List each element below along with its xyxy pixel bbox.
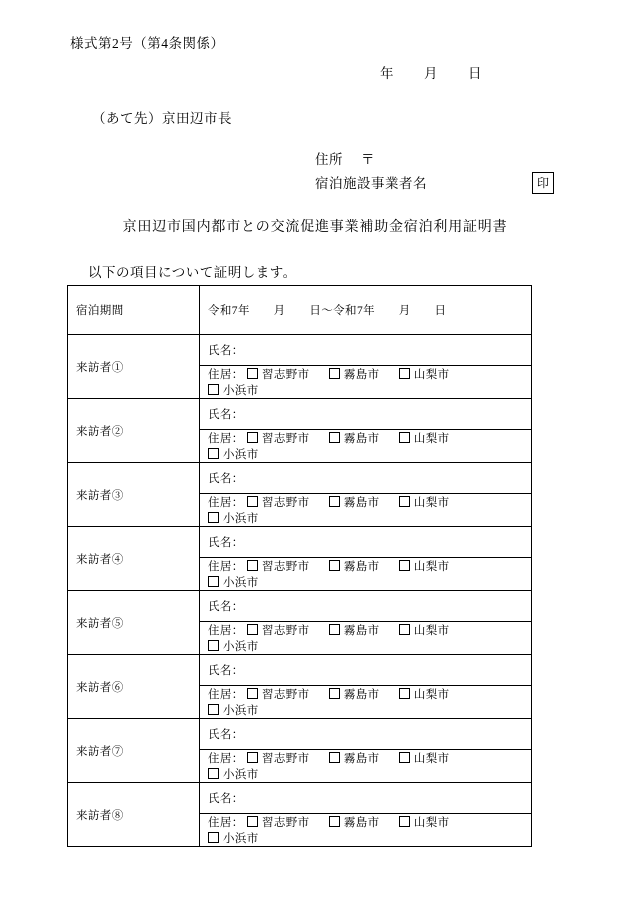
option-label: 小浜市 — [223, 513, 259, 525]
table-row — [68, 286, 532, 335]
checkbox-icon[interactable] — [247, 816, 258, 827]
checkbox-icon[interactable] — [208, 384, 219, 395]
table-body — [68, 286, 532, 847]
option-label: 習志野市 — [261, 497, 310, 509]
residence-label: 住居： — [208, 433, 244, 445]
issuer-address-row — [315, 148, 427, 166]
option-label: 小浜市 — [223, 705, 259, 717]
checkbox-icon[interactable] — [208, 832, 219, 843]
option-label: 小浜市 — [223, 769, 259, 781]
form-number: 様式第2号（第4条関係） — [70, 36, 225, 51]
option-label: 霧島市 — [343, 497, 380, 509]
option-label: 習志野市 — [261, 561, 310, 573]
checkbox-icon[interactable] — [329, 624, 340, 635]
option-label: 霧島市 — [343, 561, 380, 573]
checkbox-icon[interactable] — [329, 816, 340, 827]
name-label: 氏名： — [208, 793, 244, 805]
date-line — [380, 62, 482, 82]
checkbox-option[interactable] — [247, 750, 310, 766]
checkbox-option[interactable] — [329, 814, 380, 830]
checkbox-icon[interactable] — [208, 576, 219, 587]
name-label: 氏名： — [208, 601, 244, 613]
checkbox-icon[interactable] — [399, 816, 410, 827]
checkbox-option[interactable] — [247, 622, 310, 638]
table-row — [68, 335, 532, 366]
checkbox-icon[interactable] — [329, 496, 340, 507]
checkbox-option[interactable] — [399, 366, 450, 382]
checkbox-option[interactable] — [208, 510, 259, 526]
checkbox-icon[interactable] — [329, 752, 340, 763]
option-label: 小浜市 — [223, 641, 259, 653]
checkbox-icon[interactable] — [247, 368, 258, 379]
visitor-label: 来訪者② — [68, 399, 200, 463]
checkbox-option[interactable] — [208, 638, 259, 654]
option-label: 小浜市 — [223, 449, 259, 461]
name-label: 氏名： — [208, 665, 244, 677]
checkbox-option[interactable] — [399, 622, 450, 638]
checkbox-option[interactable] — [399, 430, 450, 446]
residence-label: 住居： — [208, 753, 244, 765]
option-label: 習志野市 — [261, 817, 310, 829]
checkbox-icon[interactable] — [329, 368, 340, 379]
name-label: 氏名： — [208, 473, 244, 485]
residence-label: 住居： — [208, 625, 244, 637]
checkbox-icon[interactable] — [208, 512, 219, 523]
name-label: 氏名： — [208, 537, 244, 549]
option-label: 習志野市 — [261, 625, 310, 637]
option-label: 霧島市 — [343, 817, 380, 829]
checkbox-option[interactable] — [247, 814, 310, 830]
checkbox-option[interactable] — [208, 574, 259, 590]
checkbox-option[interactable] — [329, 558, 380, 574]
option-label: 山梨市 — [413, 369, 450, 381]
visitor-name-cell — [200, 719, 532, 750]
residence-label: 住居： — [208, 689, 244, 701]
option-label: 山梨市 — [413, 625, 450, 637]
checkbox-icon[interactable] — [247, 432, 258, 443]
table-row — [68, 591, 532, 622]
checkbox-option[interactable] — [399, 750, 450, 766]
page-title: 京田辺市国内都市との交流促進事業補助金宿泊利用証明書 — [122, 220, 508, 235]
certificate-table — [67, 285, 532, 847]
date-month: 月 — [424, 66, 438, 81]
option-label: 霧島市 — [343, 689, 380, 701]
checkbox-option[interactable] — [247, 558, 310, 574]
checkbox-icon[interactable] — [399, 688, 410, 699]
option-label: 習志野市 — [261, 369, 310, 381]
checkbox-option[interactable] — [329, 622, 380, 638]
address-label: 住所 — [315, 152, 343, 167]
checkbox-option[interactable] — [399, 494, 450, 510]
checkbox-option[interactable] — [208, 766, 259, 782]
table-row — [68, 463, 532, 494]
checkbox-option[interactable] — [329, 430, 380, 446]
option-label: 山梨市 — [413, 689, 450, 701]
visitor-label: 来訪者⑧ — [68, 783, 200, 847]
date-year: 年 — [380, 66, 394, 81]
table-row — [68, 399, 532, 430]
residence-label: 住居： — [208, 817, 244, 829]
checkbox-option[interactable] — [329, 686, 380, 702]
visitor-label: 来訪者⑦ — [68, 719, 200, 783]
visitor-label: 来訪者③ — [68, 463, 200, 527]
date-day: 日 — [468, 66, 482, 81]
option-label: 習志野市 — [261, 689, 310, 701]
checkbox-option[interactable] — [329, 494, 380, 510]
issuer-business-row — [315, 172, 427, 190]
visitor-name-cell — [200, 591, 532, 622]
checkbox-option[interactable] — [247, 430, 310, 446]
checkbox-icon[interactable] — [208, 640, 219, 651]
checkbox-option[interactable] — [329, 366, 380, 382]
checkbox-option[interactable] — [208, 830, 259, 846]
visitor-name-cell — [200, 463, 532, 494]
checkbox-option[interactable] — [208, 382, 259, 398]
checkbox-icon[interactable] — [399, 496, 410, 507]
checkbox-option[interactable] — [247, 366, 310, 382]
visitor-label: 来訪者⑤ — [68, 591, 200, 655]
seal-box: 印 — [532, 172, 554, 194]
option-label: 山梨市 — [413, 561, 450, 573]
checkbox-icon[interactable] — [329, 560, 340, 571]
checkbox-icon[interactable] — [399, 368, 410, 379]
issuer-block — [315, 148, 427, 196]
visitor-residence-cell — [200, 750, 532, 783]
option-label: 小浜市 — [223, 577, 259, 589]
period-label: 宿泊期間 — [68, 286, 200, 335]
checkbox-option[interactable] — [399, 558, 450, 574]
option-label: 小浜市 — [223, 833, 259, 845]
visitor-residence-cell — [200, 430, 532, 463]
visitor-residence-cell — [200, 558, 532, 591]
checkbox-option[interactable] — [399, 814, 450, 830]
checkbox-option[interactable] — [208, 702, 259, 718]
business-name-label: 宿泊施設事業者名 — [315, 176, 427, 191]
visitor-residence-cell — [200, 494, 532, 527]
visitor-name-cell — [200, 335, 532, 366]
checkbox-icon[interactable] — [329, 432, 340, 443]
addressee: （あて先）京田辺市長 — [92, 111, 232, 126]
table-row — [68, 719, 532, 750]
visitor-name-cell — [200, 655, 532, 686]
visitor-residence-cell — [200, 814, 532, 847]
option-label: 山梨市 — [413, 433, 450, 445]
checkbox-icon[interactable] — [399, 560, 410, 571]
residence-label: 住居： — [208, 561, 244, 573]
table-row — [68, 783, 532, 814]
name-label: 氏名： — [208, 729, 244, 741]
checkbox-icon[interactable] — [247, 752, 258, 763]
option-label: 霧島市 — [343, 369, 380, 381]
option-label: 習志野市 — [261, 433, 310, 445]
checkbox-icon[interactable] — [247, 688, 258, 699]
checkbox-icon[interactable] — [208, 768, 219, 779]
checkbox-icon[interactable] — [208, 704, 219, 715]
option-label: 霧島市 — [343, 753, 380, 765]
checkbox-icon[interactable] — [399, 624, 410, 635]
visitor-label: 来訪者⑥ — [68, 655, 200, 719]
checkbox-icon[interactable] — [247, 624, 258, 635]
name-label: 氏名： — [208, 345, 244, 357]
option-label: 山梨市 — [413, 497, 450, 509]
checkbox-icon[interactable] — [399, 432, 410, 443]
residence-label: 住居： — [208, 497, 244, 509]
visitor-label: 来訪者① — [68, 335, 200, 399]
visitor-residence-cell — [200, 366, 532, 399]
visitor-residence-cell — [200, 686, 532, 719]
checkbox-icon[interactable] — [399, 752, 410, 763]
option-label: 霧島市 — [343, 625, 380, 637]
checkbox-icon[interactable] — [247, 560, 258, 571]
postal-mark-icon: 〒 — [361, 152, 375, 167]
checkbox-option[interactable] — [208, 446, 259, 462]
checkbox-icon[interactable] — [208, 448, 219, 459]
table-row — [68, 655, 532, 686]
period-value: 令和7年 月 日～令和7年 月 日 — [200, 286, 532, 335]
checkbox-option[interactable] — [247, 494, 310, 510]
checkbox-option[interactable] — [399, 686, 450, 702]
option-label: 小浜市 — [223, 385, 259, 397]
visitor-name-cell — [200, 399, 532, 430]
checkbox-option[interactable] — [329, 750, 380, 766]
checkbox-icon[interactable] — [329, 688, 340, 699]
option-label: 霧島市 — [343, 433, 380, 445]
option-label: 山梨市 — [413, 753, 450, 765]
name-label: 氏名： — [208, 409, 244, 421]
residence-label: 住居： — [208, 369, 244, 381]
option-label: 山梨市 — [413, 817, 450, 829]
visitor-name-cell — [200, 783, 532, 814]
visitor-name-cell — [200, 527, 532, 558]
option-label: 習志野市 — [261, 753, 310, 765]
checkbox-option[interactable] — [247, 686, 310, 702]
visitor-residence-cell — [200, 622, 532, 655]
checkbox-icon[interactable] — [247, 496, 258, 507]
visitor-label: 来訪者④ — [68, 527, 200, 591]
lead-text: 以下の項目について証明します。 — [88, 265, 297, 280]
table-row — [68, 527, 532, 558]
